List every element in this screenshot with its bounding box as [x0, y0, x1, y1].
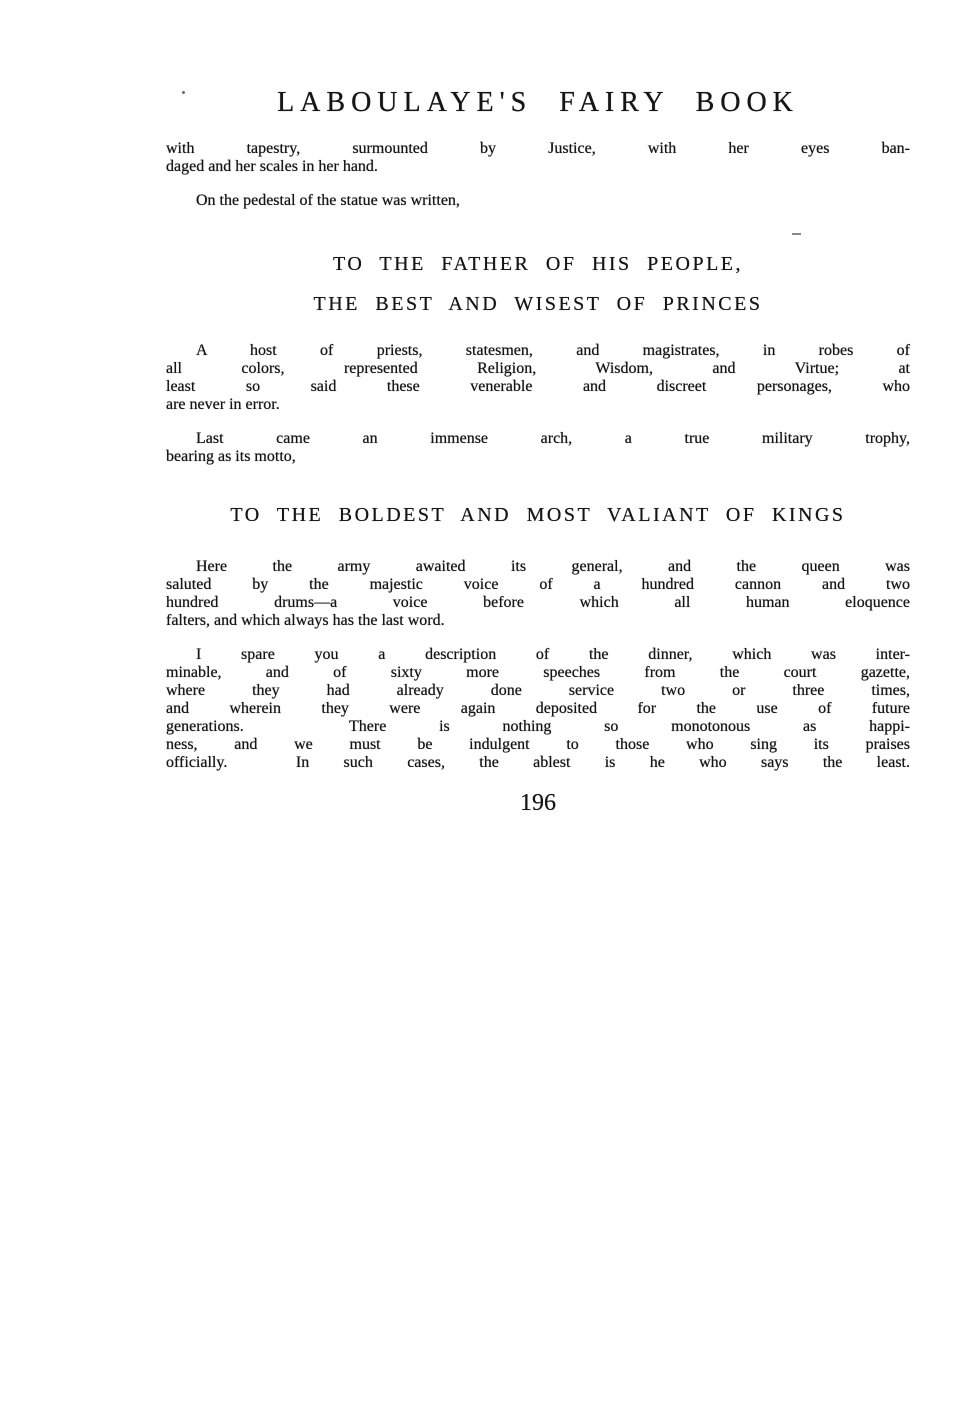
- text-line: On the pedestal of the statue was written,: [196, 192, 460, 209]
- running-header: LABOULAYE'S FAIRY BOOK: [277, 87, 799, 118]
- inscription-line: TO THE FATHER OF HIS PEOPLE,: [332, 253, 744, 275]
- text-line: Last came an immense arch, a true military trophy,: [196, 430, 910, 447]
- text-line: where they had already done service two or three times,: [166, 682, 910, 699]
- text-line: hundred drums—a voice before which all human eloquence: [166, 594, 910, 611]
- text-line: are never in error.: [166, 396, 280, 413]
- text-line: minable, and of sixty more speeches from the court gazette,: [166, 664, 910, 681]
- text-line: I spare you a description of the dinner, which was inter-: [196, 646, 910, 663]
- inscription-father-of-people: [166, 244, 910, 324]
- text-line: A host of priests, statesmen, and magistrates, in robes of: [196, 342, 910, 359]
- text-line: generations. There is nothing so monotonous as happi-: [166, 718, 910, 735]
- text-line: saluted by the majestic voice of a hundred cannon and two: [166, 576, 910, 593]
- text-line: and wherein they were again deposited for the use of future: [166, 700, 910, 717]
- text-line: bearing as its motto,: [166, 448, 296, 465]
- text-line: daged and her scales in her hand.: [166, 158, 378, 175]
- page-number: 196: [520, 790, 556, 816]
- text-line: ness, and we must be indulgent to those who sing its praises: [166, 736, 910, 753]
- text-line: Here the army awaited its general, and the queen was: [196, 558, 910, 575]
- text-line: falters, and which always has the last word.: [166, 612, 445, 629]
- text-line: with tapestry, surmounted by Justice, with her eyes ban-: [166, 140, 910, 157]
- inscription-line: TO THE BOLDEST AND MOST VALIANT OF KINGS: [230, 504, 846, 526]
- text-block: [166, 0, 910, 818]
- text-line: all colors, represented Religion, Wisdom, and Virtue; at: [166, 360, 910, 377]
- text-line: officially. In such cases, the ablest is he who says the least.: [166, 754, 910, 771]
- text-line: least so said these venerable and discreet personages, who: [166, 378, 910, 395]
- inscription-boldest-of-kings: [166, 498, 910, 532]
- inscription-line: THE BEST AND WISEST OF PRINCES: [313, 293, 763, 315]
